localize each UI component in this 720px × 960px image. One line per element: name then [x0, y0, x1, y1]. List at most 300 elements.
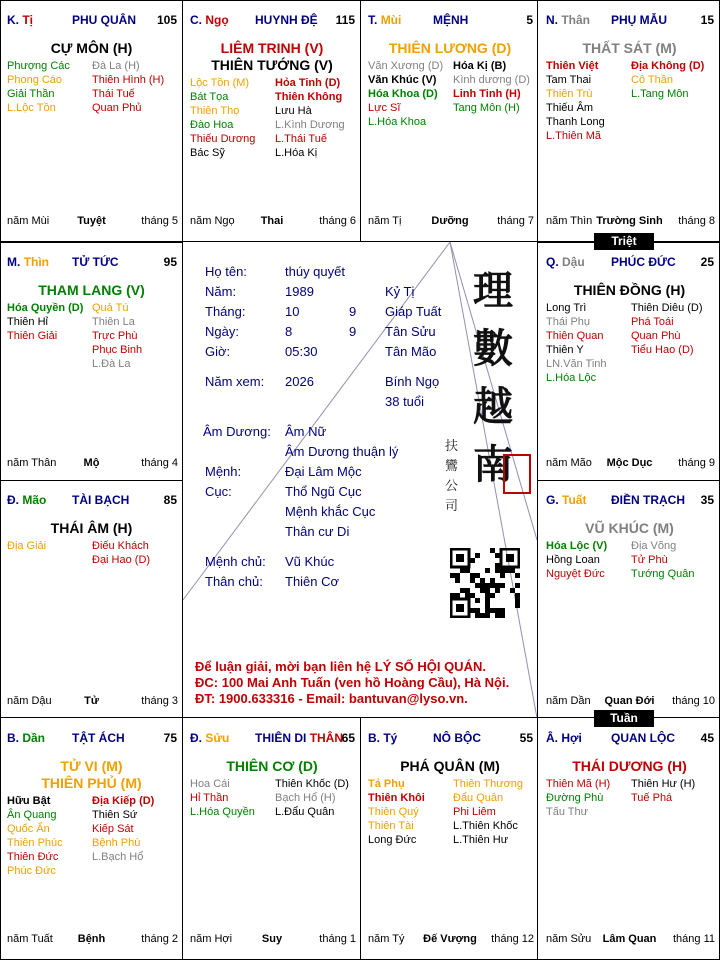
value-cuc: Thổ Ngũ Cục — [285, 484, 362, 499]
palace-footer — [0, 933, 183, 948]
minor-star: Tướng Quân — [631, 568, 695, 580]
minor-star: Thiên Trù — [546, 88, 593, 100]
minor-star: Hỏa Tinh (D) — [275, 77, 341, 89]
minor-star: Thiên Tài — [368, 820, 414, 832]
palace-branch-name: Dần — [22, 731, 46, 745]
palace-number: 65 — [341, 731, 355, 745]
main-stars — [0, 758, 183, 792]
palace-stage: Dưỡng — [431, 215, 469, 227]
minor-star: Thiên La — [92, 316, 135, 328]
palace-stage: Lâm Quan — [602, 933, 657, 945]
palace-month: tháng 6 — [319, 215, 356, 227]
palace-stage: Tuyệt — [77, 215, 106, 227]
main-stars — [539, 40, 720, 57]
value-menh-chu: Vũ Khúc — [285, 554, 335, 569]
minor-star: Thiên Sứ — [92, 809, 138, 821]
qr-code-icon[interactable] — [450, 548, 520, 618]
palace-branch — [546, 255, 585, 269]
minor-star: Thiên Đức — [7, 851, 59, 863]
grid-line — [537, 480, 720, 481]
main-star: LIÊM TRINH (V) — [220, 40, 324, 56]
value-cuc-3: Thân cư Di — [285, 524, 350, 539]
right-stars — [631, 539, 695, 581]
palace-footer — [0, 695, 183, 710]
palace-branch — [7, 493, 46, 507]
contact-line-1: Để luận giải, mời bạn liên hệ LÝ SỐ HỘI QUÁN. — [195, 659, 486, 674]
left-stars — [546, 301, 607, 385]
palace-footer — [183, 215, 361, 230]
palace-month: tháng 12 — [491, 933, 534, 945]
palace-month: tháng 10 — [672, 695, 715, 707]
minor-star: Đẩu Quân — [453, 792, 504, 804]
main-star: CỰ MÔN (H) — [50, 40, 133, 56]
minor-star: Địa Kiếp (D) — [92, 795, 155, 807]
minor-star: Hóa Quyền (D) — [7, 302, 84, 314]
minor-star: L.Đà La — [92, 358, 131, 370]
label-thang: Tháng: — [205, 304, 246, 319]
minor-star: Thiên Phúc — [7, 837, 63, 849]
palace-branch-name: Tị — [22, 13, 34, 27]
left-stars — [7, 539, 46, 553]
minor-star: Tuế Phá — [631, 792, 673, 804]
main-star: PHÁ QUÂN (M) — [400, 758, 500, 774]
label-menh-chu: Mệnh chủ: — [205, 554, 266, 569]
palace-name — [433, 13, 468, 27]
minor-star: Thiên Khôi — [368, 792, 425, 804]
palace-branch-name: Mùi — [380, 13, 402, 27]
main-star: THIÊN PHỦ (M) — [41, 775, 142, 791]
minor-star: Thiếu Dương — [190, 133, 256, 145]
palace-month: tháng 8 — [678, 215, 715, 227]
grid-line — [0, 242, 183, 243]
palace-branch-name: Sửu — [205, 731, 230, 745]
left-stars — [368, 777, 425, 847]
value-than-chu: Thiên Cơ — [285, 574, 340, 589]
palace-footer — [539, 933, 720, 948]
palace-pos: Â. — [546, 731, 558, 745]
palace-title: HUYNH ĐỆ — [255, 13, 318, 27]
minor-star: Bạch Hổ (H) — [275, 792, 336, 804]
main-star: THÁI ÂM (H) — [50, 520, 133, 536]
main-star: THẤT SÁT (M) — [582, 40, 677, 56]
right-stars — [631, 301, 703, 357]
palace-than[interactable] — [539, 0, 720, 242]
minor-star: L.Hóa Quyền — [190, 806, 255, 818]
palace-year: năm Thân — [7, 457, 57, 469]
palace-stage: Tử — [84, 695, 99, 707]
minor-star: Kình dương (D) — [453, 74, 530, 86]
minor-star: L.Kình Dương — [275, 119, 345, 131]
value-thang-dl: 9 — [349, 304, 357, 319]
minor-star: Tam Thai — [546, 74, 592, 86]
minor-star: Thiên Quý — [368, 806, 419, 818]
palace-title: PHÚC ĐỨC — [611, 255, 676, 269]
palace-footer — [361, 215, 539, 230]
minor-star: Long Đức — [368, 834, 417, 846]
minor-star: Thiếu Âm — [546, 102, 594, 114]
palace-stage: Thai — [260, 215, 284, 227]
palace-stage: Trường Sinh — [596, 215, 663, 227]
palace-footer — [0, 215, 183, 230]
palace-stage: Mộ — [83, 457, 100, 469]
palace-ti[interactable] — [0, 0, 183, 242]
palace-branch — [190, 731, 229, 745]
grid-line — [360, 0, 361, 242]
palace-pos: K. — [7, 13, 19, 27]
palace-name — [72, 13, 136, 27]
right-stars — [453, 59, 530, 115]
minor-star: Quan Phủ — [92, 102, 142, 114]
right-stars — [92, 301, 142, 371]
palace-pos: C. — [190, 13, 202, 27]
label-cuc: Cục: — [205, 484, 232, 499]
palace-dan[interactable] — [0, 718, 183, 960]
palace-number: 95 — [163, 255, 177, 269]
label-ho-ten: Họ tên: — [205, 264, 247, 279]
palace-title: TÀI BẠCH — [72, 493, 130, 507]
minor-star: L.Đẩu Quân — [275, 806, 335, 818]
minor-star: L.Thiên Hư — [453, 834, 509, 846]
main-star: THIÊN CƠ (D) — [226, 758, 318, 774]
minor-star: Bát Tọa — [190, 91, 229, 103]
minor-star: Đào Hoa — [190, 119, 234, 131]
palace-month: tháng 2 — [141, 933, 178, 945]
palace-name — [72, 493, 129, 507]
minor-star: Thiên Quan — [546, 330, 604, 342]
right-stars — [92, 539, 150, 567]
minor-star: Thiên Hình (H) — [92, 74, 165, 86]
main-stars — [361, 758, 539, 775]
minor-star: Kiếp Sát — [92, 823, 134, 835]
minor-star: Địa Võng — [631, 540, 677, 552]
palace-pos: T. — [368, 13, 378, 27]
right-stars — [275, 76, 345, 160]
palace-branch — [7, 13, 33, 27]
minor-star: L.Hóa Khoa — [368, 116, 427, 128]
palace-title: THIÊN DI — [255, 731, 307, 745]
minor-star: Tả Phụ — [368, 778, 405, 790]
label-gio: Giờ: — [205, 344, 231, 359]
palace-ty[interactable] — [361, 718, 539, 960]
right-stars — [631, 777, 695, 805]
palace-title: MỆNH — [433, 13, 469, 27]
calligraphy-subtitle: 扶鸞公司 — [445, 439, 459, 514]
left-stars — [368, 59, 443, 129]
value-gio-can: Tân Mão — [385, 344, 437, 359]
minor-star: Trực Phù — [92, 330, 138, 342]
right-stars — [275, 777, 349, 819]
left-stars — [190, 777, 255, 819]
minor-star: Tang Môn (H) — [453, 102, 520, 114]
palace-ngo[interactable] — [183, 0, 361, 242]
value-nam-xem-can: Bính Ngọ — [385, 374, 440, 389]
minor-star: Thiên Việt — [546, 60, 599, 72]
palace-title: PHỤ MẪU — [611, 13, 667, 27]
palace-branch-name: Tý — [383, 731, 398, 745]
palace-mao[interactable] — [0, 480, 183, 718]
palace-footer — [0, 457, 183, 472]
value-thang-al: 10 — [285, 304, 300, 319]
minor-star: Thiên Giải — [7, 330, 58, 342]
palace-suu[interactable] — [183, 718, 361, 960]
palace-month: tháng 3 — [141, 695, 178, 707]
contact-line-2: ĐC: 100 Mai Anh Tuấn (ven hồ Hoàng Cầu), Hà Nội. — [195, 675, 510, 690]
minor-star: Nguyệt Đức — [546, 568, 605, 580]
palace-number: 55 — [519, 731, 533, 745]
label-nam: Năm: — [205, 284, 237, 299]
minor-star: Thiên Hỉ — [7, 316, 48, 328]
minor-star: L.Lộc Tồn — [7, 102, 56, 114]
palace-branch — [546, 13, 590, 27]
minor-star: Tiểu Hao (D) — [631, 344, 694, 356]
palace-branch-name: Thân — [561, 13, 591, 27]
palace-month: tháng 1 — [319, 933, 356, 945]
palace-pos: G. — [546, 493, 559, 507]
palace-year: năm Tị — [368, 215, 402, 227]
palace-name — [611, 731, 675, 745]
minor-star: Hoa Cái — [190, 778, 230, 790]
palace-hoi[interactable] — [539, 718, 720, 960]
palace-footer — [361, 933, 539, 948]
palace-title: TẬT ÁCH — [72, 731, 125, 745]
main-stars — [183, 758, 361, 775]
main-star: THIÊN LƯƠNG (D) — [388, 40, 512, 56]
minor-star: Thanh Long — [546, 116, 605, 128]
palace-number: 45 — [700, 731, 714, 745]
left-stars — [7, 59, 70, 115]
palace-pos: B. — [7, 731, 19, 745]
palace-footer — [539, 215, 720, 230]
minor-star: Địa Không (D) — [631, 60, 705, 72]
main-star: THÁI DƯƠNG (H) — [572, 758, 687, 774]
palace-footer — [539, 695, 720, 710]
minor-star: Phá Toái — [631, 316, 674, 328]
palace-number: 35 — [700, 493, 714, 507]
minor-star: Hóa Lộc (V) — [546, 540, 608, 552]
palace-title: ĐIỀN TRẠCH — [611, 493, 685, 507]
palace-branch — [546, 493, 586, 507]
palace-title: QUAN LỘC — [611, 731, 675, 745]
palace-year: năm Dậu — [7, 695, 52, 707]
palace-number: 85 — [163, 493, 177, 507]
palace-pos: N. — [546, 13, 558, 27]
value-nam-xem: 2026 — [285, 374, 314, 389]
minor-star: Thiên Thương — [453, 778, 524, 790]
palace-branch — [368, 13, 401, 27]
minor-star: Linh Tinh (H) — [453, 88, 521, 100]
label-than-chu: Thân chủ: — [205, 574, 263, 589]
palace-name — [255, 731, 343, 745]
palace-year: năm Ngọ — [190, 215, 235, 227]
palace-branch — [7, 731, 45, 745]
palace-name — [433, 731, 481, 745]
palace-stage: Đế Vượng — [423, 933, 477, 945]
main-stars — [0, 282, 183, 299]
palace-name — [72, 731, 125, 745]
minor-star: Lưu Hà — [275, 105, 312, 117]
red-seal-stamp — [503, 454, 531, 494]
main-star: THIÊN TƯỚNG (V) — [211, 57, 333, 73]
palace-footer — [539, 457, 720, 472]
value-gio: 05:30 — [285, 344, 318, 359]
center-info-panel — [183, 242, 537, 716]
palace-year: năm Tuất — [7, 933, 53, 945]
minor-star: L.Thiên Khốc — [453, 820, 518, 832]
minor-star: Đại Hao (D) — [92, 554, 151, 566]
palace-branch — [7, 255, 49, 269]
palace-number: 115 — [335, 13, 355, 27]
minor-star: Quả Tú — [92, 302, 129, 314]
palace-mui[interactable] — [361, 0, 539, 242]
palace-name — [611, 13, 667, 27]
minor-star: Thiên Mã (H) — [546, 778, 611, 790]
value-nam: 1989 — [285, 284, 314, 299]
main-star: VŨ KHÚC (M) — [585, 520, 674, 536]
palace-branch-name: Dậu — [562, 255, 585, 269]
palace-dau[interactable] — [539, 242, 720, 480]
minor-star: Long Trì — [546, 302, 587, 314]
label-am-duong: Âm Dương: — [203, 424, 271, 439]
minor-star: Thiên Khốc (D) — [275, 778, 349, 790]
palace-branch-name: Thìn — [23, 255, 50, 269]
minor-star: Hỉ Thần — [190, 792, 229, 804]
grid-line — [537, 0, 538, 960]
palace-title: TỬ TỨC — [72, 255, 119, 269]
value-ho-ten: thúy quyết — [285, 264, 345, 279]
minor-star: Quan Phù — [631, 330, 681, 342]
main-star: THAM LANG (V) — [38, 282, 145, 298]
palace-number: 25 — [700, 255, 714, 269]
palace-pos: Đ. — [7, 493, 19, 507]
palace-stage: Quan Đới — [604, 695, 655, 707]
minor-star: Phi Liêm — [453, 806, 496, 818]
minor-star: Cô Thần — [631, 74, 673, 86]
left-stars — [7, 794, 63, 878]
palace-name — [611, 255, 676, 269]
minor-star: Quốc Ấn — [7, 823, 50, 835]
main-stars — [539, 758, 720, 775]
minor-star: Phục Binh — [92, 344, 143, 356]
palace-name — [611, 493, 685, 507]
main-stars — [539, 282, 720, 299]
value-am-duong: Âm Nữ — [285, 424, 327, 439]
main-stars — [0, 40, 183, 57]
main-stars — [183, 40, 361, 74]
left-stars — [546, 59, 605, 143]
minor-star: L.Hóa Kị — [275, 147, 318, 159]
minor-star: Thiên Diêu (D) — [631, 302, 703, 314]
value-ngay-dl: 9 — [349, 324, 357, 339]
minor-star: LN.Văn Tinh — [546, 358, 607, 370]
minor-star: Đường Phù — [546, 792, 604, 804]
tuan-tag: Tuần — [594, 710, 654, 727]
minor-star: Thiên Không — [275, 91, 343, 103]
minor-star: L.Tang Môn — [631, 88, 689, 100]
minor-star: Lộc Tồn (M) — [190, 77, 250, 89]
palace-name — [255, 13, 318, 27]
value-ngay-can: Tân Sửu — [385, 324, 436, 339]
palace-branch-name: Ngọ — [205, 13, 229, 27]
minor-star: Phượng Các — [7, 60, 70, 72]
palace-year: năm Thìn — [546, 215, 593, 227]
palace-thin[interactable] — [0, 242, 183, 480]
palace-pos: Đ. — [190, 731, 202, 745]
minor-star: Điếu Khách — [92, 540, 149, 552]
palace-month: tháng 4 — [141, 457, 178, 469]
main-star: TỬ VI (M) — [60, 758, 123, 774]
calligraphy-title: 理數越南 — [473, 267, 513, 488]
palace-name — [72, 255, 119, 269]
palace-year: năm Sửu — [546, 933, 592, 945]
palace-branch-name: Mão — [22, 493, 47, 507]
minor-star: Ân Quang — [7, 809, 57, 821]
palace-branch — [368, 731, 397, 745]
palace-number: 5 — [526, 13, 533, 27]
palace-branch — [546, 731, 582, 745]
value-thang-can: Giáp Tuất — [385, 304, 442, 319]
minor-star: Bác Sỹ — [190, 147, 225, 159]
palace-branch-name: Tuất — [562, 493, 587, 507]
palace-footer — [183, 933, 361, 948]
minor-star: Phong Cáo — [7, 74, 63, 86]
minor-star: Thái Phụ — [546, 316, 591, 328]
left-stars — [546, 777, 610, 819]
minor-star: Văn Xương (D) — [368, 60, 444, 72]
palace-year: năm Dần — [546, 695, 591, 707]
palace-month: tháng 7 — [497, 215, 534, 227]
right-stars — [92, 794, 154, 864]
palace-pos: B. — [368, 731, 380, 745]
main-star: THIÊN ĐỒNG (H) — [573, 282, 686, 298]
palace-year: năm Mão — [546, 457, 592, 469]
value-cuc-2: Mệnh khắc Cục — [285, 504, 376, 519]
left-stars — [7, 301, 83, 343]
right-stars — [92, 59, 164, 115]
palace-year: năm Hợi — [190, 933, 233, 945]
minor-star: Giải Thần — [7, 88, 55, 100]
minor-star: Phúc Đức — [7, 865, 56, 877]
value-nam-can: Kỷ Tị — [385, 284, 415, 299]
left-stars — [190, 76, 255, 160]
minor-star: Thiên Y — [546, 344, 584, 356]
value-menh: Đại Lâm Mộc — [285, 464, 362, 479]
palace-than-marker: THÂN — [309, 731, 344, 745]
minor-star: Tử Phù — [631, 554, 668, 566]
palace-number: 75 — [163, 731, 177, 745]
minor-star: Đà La (H) — [92, 60, 140, 72]
right-stars — [453, 777, 523, 847]
minor-star: Bệnh Phù — [92, 837, 141, 849]
contact-block — [195, 659, 509, 707]
minor-star: Thiên Thọ — [190, 105, 240, 117]
palace-tuat[interactable] — [539, 480, 720, 718]
value-tuoi: 38 tuổi — [385, 394, 425, 409]
minor-star: Hữu Bật — [7, 795, 51, 807]
minor-star: Lực Sĩ — [368, 102, 401, 114]
label-menh: Mệnh: — [205, 464, 242, 479]
value-am-duong-2: Âm Dương thuận lý — [285, 444, 399, 459]
minor-star: Văn Khúc (V) — [368, 74, 437, 86]
palace-stage: Suy — [261, 933, 283, 945]
palace-title: NÔ BỘC — [433, 731, 481, 745]
main-stars — [539, 520, 720, 537]
left-stars — [546, 539, 607, 581]
grid-line — [360, 717, 361, 960]
minor-star: Hóa Kị (B) — [453, 60, 507, 72]
label-nam-xem: Năm xem: — [205, 374, 265, 389]
palace-pos: Q. — [546, 255, 559, 269]
palace-number: 105 — [156, 13, 177, 27]
